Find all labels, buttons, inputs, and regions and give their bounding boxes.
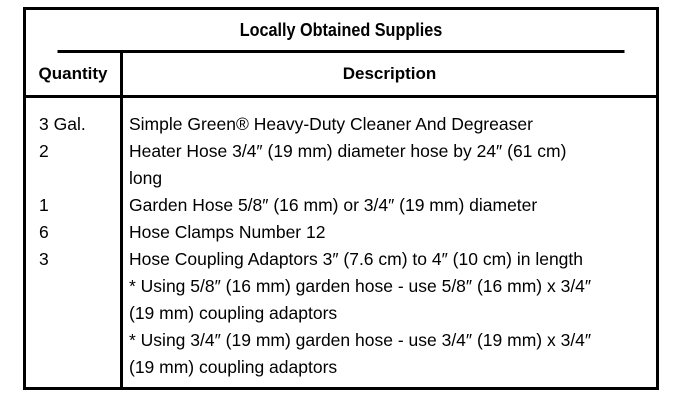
table-row-quantity: 2 [39,141,49,161]
description-column-header: Description [342,64,437,83]
table-row-quantity: 3 Gal. [39,114,86,134]
table-row-description: Simple Green® Heavy-Duty Cleaner And Degreaser [129,114,533,134]
table-row-description-cont: * Using 3/4″ (19 mm) garden hose - use 3/4″ (19 mm) x 3/4″ [129,330,592,350]
table-row-description-cont: (19 mm) coupling adaptors [129,303,338,323]
table-row-description-cont: (19 mm) coupling adaptors [129,357,338,377]
table-title: Locally Obtained Supplies [58,10,625,53]
table-row-description: Hose Clamps Number 12 [129,222,326,242]
table-row-description: Garden Hose 5/8″ (16 mm) or 3/4″ (19 mm) diameter [129,195,538,215]
table-row-description-cont: * Using 5/8″ (16 mm) garden hose - use 5/8″ (16 mm) x 3/4″ [129,276,592,296]
table-row-description: Heater Hose 3/4″ (19 mm) diameter hose by 24″ (61 cm) [129,141,567,161]
table-row-quantity: 1 [39,195,49,215]
row-spacer [39,165,117,192]
table-row-description: Hose Coupling Adaptors 3″ (7.6 cm) to 4″ (10 cm) in length [129,249,584,269]
supplies-table [23,7,659,390]
quantity-column-header: Quantity [38,64,108,83]
description-column [129,111,657,381]
quantity-column [39,111,117,273]
table-row-description-cont: long [129,168,163,188]
table-body [26,98,656,387]
table-row-quantity: 6 [39,222,49,242]
table-row-quantity: 3 [39,249,49,269]
